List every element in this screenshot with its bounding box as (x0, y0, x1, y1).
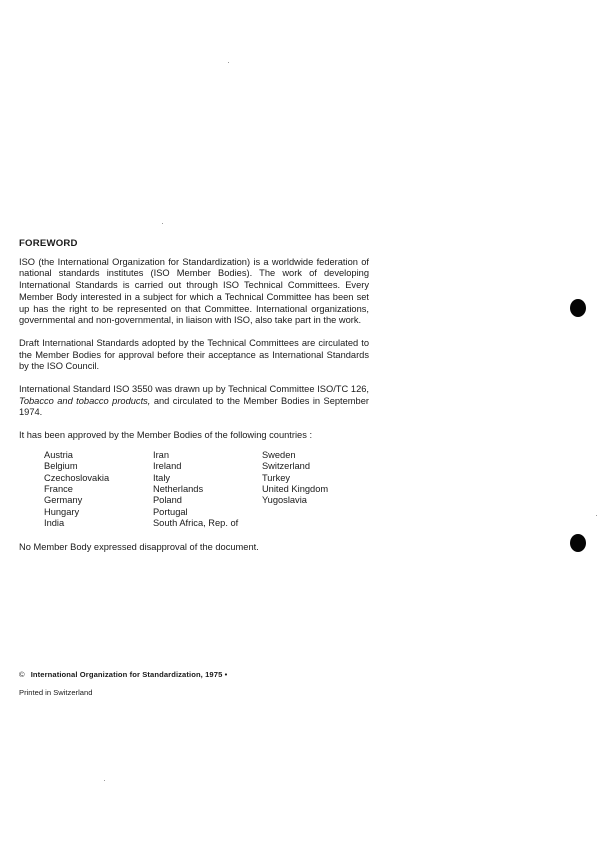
scan-speck (596, 515, 597, 516)
foreword-heading: FOREWORD (19, 238, 78, 249)
country-name: Ireland (152, 461, 182, 472)
printed-location: Printed in Switzerland (19, 688, 93, 697)
copyright-text: International Organization for Standardization, 1975 • (30, 670, 228, 679)
country-name: Italy (152, 472, 171, 483)
tc126-text-before: International Standard ISO 3550 was drawn up by Technical Committee ISO/TC 126, (19, 384, 369, 395)
country-name: Yugoslavia (261, 495, 307, 506)
country-name: Germany (44, 495, 83, 506)
country-name: Poland (152, 495, 182, 506)
foreword-paragraph-approval: It has been approved by the Member Bodies of the following countries : (19, 430, 313, 441)
copyright-notice (19, 670, 227, 679)
foreword-paragraph-draft-standards: Draft International Standards adopted by the Technical Committees are circulated to the Member Bodies for approval before their acceptance as International Standards by the ISO Council. (19, 337, 369, 372)
countries-column-2 (153, 450, 262, 530)
country-name: Netherlands (152, 484, 204, 495)
scan-speck (228, 62, 229, 63)
foreword-section (19, 238, 369, 564)
countries-column-3 (262, 450, 369, 530)
country-name: France (44, 484, 73, 495)
country-name: Portugal (152, 506, 188, 517)
country-name: South Africa, Rep. of (152, 518, 239, 529)
country-name: Turkey (261, 472, 291, 483)
tc126-text-after: and circulated to the Member Bodies in September 1974. (19, 395, 369, 418)
tc126-committee-title: Tobacco and tobacco products, (19, 395, 151, 406)
country-name: Sweden (261, 449, 296, 460)
country-name: Iran (152, 449, 170, 460)
country-name: Czechoslovakia (44, 472, 110, 483)
countries-column-1 (44, 450, 153, 530)
country-name: United Kingdom (261, 484, 329, 495)
scan-speck (162, 223, 163, 224)
country-name: Austria (44, 449, 73, 460)
country-name: Belgium (44, 461, 78, 472)
approving-countries-list (44, 450, 369, 530)
scan-speck (104, 780, 105, 781)
country-name: India (44, 518, 65, 529)
foreword-paragraph-no-disapproval: No Member Body expressed disapproval of the document. (19, 541, 259, 552)
country-name: Hungary (44, 506, 80, 517)
punch-hole-top (570, 299, 586, 317)
copyright-symbol: © (19, 670, 25, 679)
punch-hole-bottom (570, 534, 586, 552)
country-name: Switzerland (261, 461, 311, 472)
foreword-paragraph-tc126 (19, 384, 369, 419)
foreword-paragraph-iso-description: ISO (the International Organization for Standardization) is a worldwide federation of national standards institutes (ISO Member Bodies). The work of developing International Standards is carried out through ISO Technical Committees. Every Member Body interested in a subject for which a Technical Committee has been set up has the right to be represented on that Committee. International organizations, governmental and non-governmental, in liaison with ISO, also take part in the work. (19, 256, 369, 326)
